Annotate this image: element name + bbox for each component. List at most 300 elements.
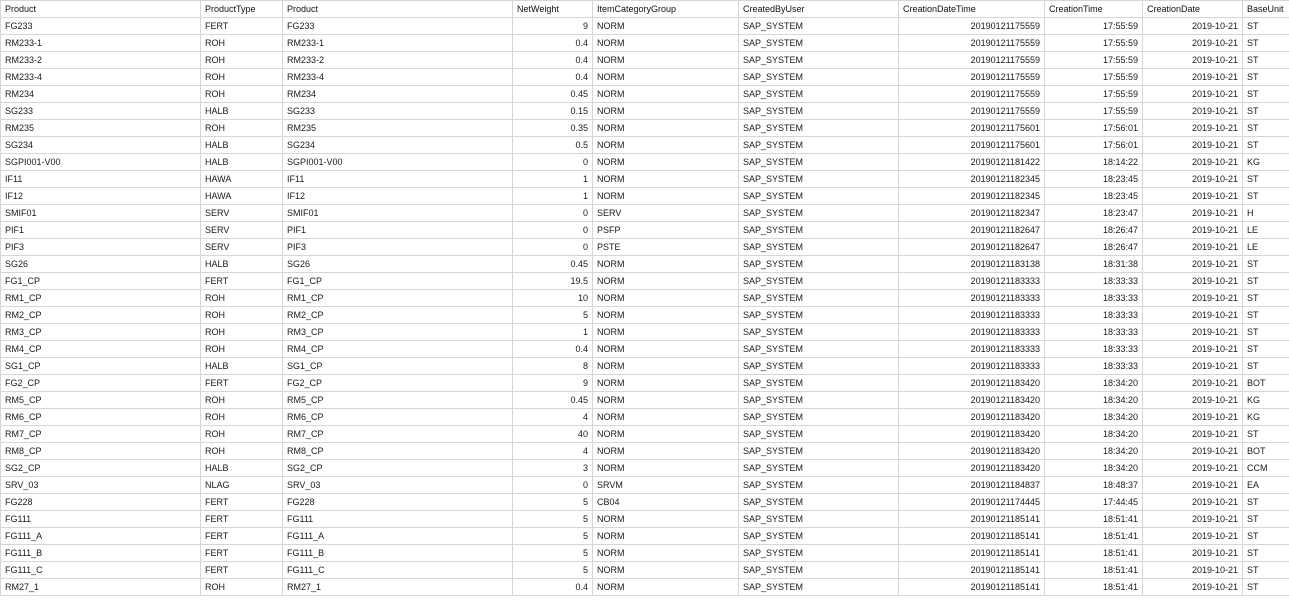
cell-creationdatetime: 20190121183333 <box>899 358 1045 375</box>
table-row[interactable] <box>1 52 1289 69</box>
cell-creationtime: 18:48:37 <box>1045 477 1143 494</box>
cell-creationdatetime: 20190121183420 <box>899 426 1045 443</box>
cell-netweight: 0 <box>513 222 593 239</box>
cell-creationtime: 17:55:59 <box>1045 103 1143 120</box>
column-header-creationdate[interactable]: CreationDate <box>1143 1 1243 18</box>
column-header-createdbyuser[interactable]: CreatedByUser <box>739 1 899 18</box>
cell-baseunit: ST <box>1243 562 1289 579</box>
cell-producttype: HAWA <box>201 188 283 205</box>
cell-itemcategorygroup: NORM <box>593 103 739 120</box>
cell-product2: RM6_CP <box>283 409 513 426</box>
cell-netweight: 1 <box>513 324 593 341</box>
cell-netweight: 0 <box>513 239 593 256</box>
cell-product: SGPI001-V00 <box>1 154 201 171</box>
cell-netweight: 0.5 <box>513 137 593 154</box>
cell-createdbyuser: SAP_SYSTEM <box>739 205 899 222</box>
cell-producttype: ROH <box>201 409 283 426</box>
column-header-netweight[interactable]: NetWeight <box>513 1 593 18</box>
cell-product: FG233 <box>1 18 201 35</box>
cell-createdbyuser: SAP_SYSTEM <box>739 443 899 460</box>
table-row[interactable] <box>1 460 1289 477</box>
table-row[interactable] <box>1 545 1289 562</box>
cell-baseunit: ST <box>1243 426 1289 443</box>
cell-product2: FG111_C <box>283 562 513 579</box>
cell-creationtime: 18:51:41 <box>1045 511 1143 528</box>
cell-producttype: FERT <box>201 375 283 392</box>
cell-product2: RM5_CP <box>283 392 513 409</box>
cell-creationdate: 2019-10-21 <box>1143 120 1243 137</box>
cell-creationdatetime: 20190121182345 <box>899 171 1045 188</box>
cell-creationdatetime: 20190121183420 <box>899 443 1045 460</box>
cell-product: PIF3 <box>1 239 201 256</box>
cell-creationdate: 2019-10-21 <box>1143 222 1243 239</box>
cell-product: RM233-2 <box>1 52 201 69</box>
cell-product: FG1_CP <box>1 273 201 290</box>
cell-creationdatetime: 20190121185141 <box>899 545 1045 562</box>
cell-creationtime: 17:56:01 <box>1045 120 1143 137</box>
cell-createdbyuser: SAP_SYSTEM <box>739 120 899 137</box>
cell-producttype: FERT <box>201 511 283 528</box>
cell-product2: FG111_B <box>283 545 513 562</box>
cell-product2: RM233-2 <box>283 52 513 69</box>
cell-itemcategorygroup: NORM <box>593 137 739 154</box>
cell-product2: RM233-4 <box>283 69 513 86</box>
cell-creationtime: 18:51:41 <box>1045 579 1143 596</box>
cell-itemcategorygroup: NORM <box>593 171 739 188</box>
table-row[interactable] <box>1 239 1289 256</box>
cell-creationdate: 2019-10-21 <box>1143 205 1243 222</box>
table-row[interactable] <box>1 18 1289 35</box>
cell-itemcategorygroup: NORM <box>593 358 739 375</box>
cell-creationdate: 2019-10-21 <box>1143 562 1243 579</box>
cell-itemcategorygroup: SRVM <box>593 477 739 494</box>
cell-creationdatetime: 20190121185141 <box>899 579 1045 596</box>
cell-baseunit: KG <box>1243 154 1289 171</box>
cell-creationdatetime: 20190121182647 <box>899 239 1045 256</box>
cell-netweight: 5 <box>513 307 593 324</box>
cell-itemcategorygroup: PSTE <box>593 239 739 256</box>
table-row[interactable] <box>1 188 1289 205</box>
cell-creationdate: 2019-10-21 <box>1143 426 1243 443</box>
cell-product2: PIF1 <box>283 222 513 239</box>
cell-netweight: 5 <box>513 562 593 579</box>
cell-creationdatetime: 20190121183138 <box>899 256 1045 273</box>
cell-createdbyuser: SAP_SYSTEM <box>739 579 899 596</box>
cell-itemcategorygroup: NORM <box>593 256 739 273</box>
cell-creationtime: 18:51:41 <box>1045 562 1143 579</box>
cell-creationdatetime: 20190121183420 <box>899 409 1045 426</box>
cell-netweight: 9 <box>513 375 593 392</box>
cell-product: RM2_CP <box>1 307 201 324</box>
cell-createdbyuser: SAP_SYSTEM <box>739 494 899 511</box>
cell-createdbyuser: SAP_SYSTEM <box>739 154 899 171</box>
column-header-itemcategorygroup[interactable]: ItemCategoryGroup <box>593 1 739 18</box>
cell-createdbyuser: SAP_SYSTEM <box>739 511 899 528</box>
cell-product: IF11 <box>1 171 201 188</box>
cell-itemcategorygroup: NORM <box>593 341 739 358</box>
table-row[interactable] <box>1 222 1289 239</box>
cell-baseunit: LE <box>1243 222 1289 239</box>
cell-itemcategorygroup: NORM <box>593 18 739 35</box>
cell-creationtime: 17:44:45 <box>1045 494 1143 511</box>
cell-netweight: 5 <box>513 511 593 528</box>
cell-baseunit: BOT <box>1243 375 1289 392</box>
column-header-product[interactable]: Product <box>1 1 201 18</box>
cell-createdbyuser: SAP_SYSTEM <box>739 222 899 239</box>
cell-producttype: ROH <box>201 324 283 341</box>
cell-product2: SRV_03 <box>283 477 513 494</box>
cell-creationtime: 18:33:33 <box>1045 273 1143 290</box>
cell-creationtime: 18:26:47 <box>1045 239 1143 256</box>
cell-netweight: 4 <box>513 443 593 460</box>
cell-product2: RM235 <box>283 120 513 137</box>
cell-creationdatetime: 20190121184837 <box>899 477 1045 494</box>
column-header-producttype[interactable]: ProductType <box>201 1 283 18</box>
cell-creationtime: 18:23:47 <box>1045 205 1143 222</box>
cell-creationtime: 17:55:59 <box>1045 35 1143 52</box>
cell-netweight: 0.4 <box>513 35 593 52</box>
cell-product: PIF1 <box>1 222 201 239</box>
cell-product2: RM8_CP <box>283 443 513 460</box>
cell-itemcategorygroup: NORM <box>593 443 739 460</box>
table-row[interactable] <box>1 494 1289 511</box>
cell-createdbyuser: SAP_SYSTEM <box>739 409 899 426</box>
cell-itemcategorygroup: NORM <box>593 579 739 596</box>
cell-product: SG26 <box>1 256 201 273</box>
cell-netweight: 0.4 <box>513 579 593 596</box>
cell-creationdate: 2019-10-21 <box>1143 171 1243 188</box>
table-row[interactable] <box>1 562 1289 579</box>
table-row[interactable] <box>1 324 1289 341</box>
table-row[interactable] <box>1 392 1289 409</box>
cell-creationtime: 18:33:33 <box>1045 358 1143 375</box>
cell-product: RM233-1 <box>1 35 201 52</box>
column-header-baseunit[interactable]: BaseUnit <box>1243 1 1289 18</box>
column-header-product2[interactable]: Product <box>283 1 513 18</box>
cell-netweight: 0.4 <box>513 69 593 86</box>
table-row[interactable] <box>1 375 1289 392</box>
cell-producttype: SERV <box>201 205 283 222</box>
cell-itemcategorygroup: NORM <box>593 35 739 52</box>
cell-baseunit: ST <box>1243 528 1289 545</box>
cell-netweight: 19.5 <box>513 273 593 290</box>
cell-producttype: HALB <box>201 103 283 120</box>
cell-creationtime: 18:34:20 <box>1045 392 1143 409</box>
cell-baseunit: ST <box>1243 358 1289 375</box>
cell-creationdatetime: 20190121175559 <box>899 52 1045 69</box>
cell-baseunit: ST <box>1243 545 1289 562</box>
cell-creationdatetime: 20190121183333 <box>899 273 1045 290</box>
table-body <box>1 18 1289 596</box>
cell-producttype: ROH <box>201 52 283 69</box>
cell-creationtime: 18:34:20 <box>1045 426 1143 443</box>
cell-createdbyuser: SAP_SYSTEM <box>739 35 899 52</box>
column-header-creationtime[interactable]: CreationTime <box>1045 1 1143 18</box>
table-row[interactable] <box>1 273 1289 290</box>
cell-product2: RM7_CP <box>283 426 513 443</box>
cell-product2: IF11 <box>283 171 513 188</box>
cell-creationdatetime: 20190121175559 <box>899 86 1045 103</box>
cell-baseunit: BOT <box>1243 443 1289 460</box>
cell-creationdatetime: 20190121185141 <box>899 511 1045 528</box>
cell-creationdatetime: 20190121175559 <box>899 18 1045 35</box>
cell-creationtime: 17:55:59 <box>1045 18 1143 35</box>
cell-netweight: 40 <box>513 426 593 443</box>
cell-baseunit: ST <box>1243 307 1289 324</box>
cell-creationdate: 2019-10-21 <box>1143 239 1243 256</box>
table-row[interactable] <box>1 69 1289 86</box>
cell-product2: RM27_1 <box>283 579 513 596</box>
cell-product2: SG234 <box>283 137 513 154</box>
cell-createdbyuser: SAP_SYSTEM <box>739 460 899 477</box>
cell-netweight: 0.35 <box>513 120 593 137</box>
cell-creationdate: 2019-10-21 <box>1143 341 1243 358</box>
cell-creationdate: 2019-10-21 <box>1143 579 1243 596</box>
cell-baseunit: KG <box>1243 392 1289 409</box>
cell-creationdate: 2019-10-21 <box>1143 477 1243 494</box>
cell-product: SG2_CP <box>1 460 201 477</box>
cell-product: RM27_1 <box>1 579 201 596</box>
cell-product: SMIF01 <box>1 205 201 222</box>
cell-creationdate: 2019-10-21 <box>1143 358 1243 375</box>
cell-baseunit: ST <box>1243 120 1289 137</box>
cell-netweight: 4 <box>513 409 593 426</box>
cell-producttype: HAWA <box>201 171 283 188</box>
cell-product2: SG1_CP <box>283 358 513 375</box>
cell-createdbyuser: SAP_SYSTEM <box>739 103 899 120</box>
cell-creationdate: 2019-10-21 <box>1143 86 1243 103</box>
cell-producttype: HALB <box>201 154 283 171</box>
table-row[interactable] <box>1 477 1289 494</box>
cell-itemcategorygroup: NORM <box>593 545 739 562</box>
cell-netweight: 0 <box>513 477 593 494</box>
cell-product: FG111_B <box>1 545 201 562</box>
cell-createdbyuser: SAP_SYSTEM <box>739 392 899 409</box>
cell-creationdate: 2019-10-21 <box>1143 307 1243 324</box>
cell-creationtime: 18:26:47 <box>1045 222 1143 239</box>
cell-creationdatetime: 20190121183333 <box>899 324 1045 341</box>
table-row[interactable] <box>1 290 1289 307</box>
cell-createdbyuser: SAP_SYSTEM <box>739 307 899 324</box>
cell-creationdatetime: 20190121181422 <box>899 154 1045 171</box>
cell-creationdatetime: 20190121183420 <box>899 392 1045 409</box>
table-row[interactable] <box>1 358 1289 375</box>
cell-producttype: HALB <box>201 137 283 154</box>
cell-netweight: 1 <box>513 188 593 205</box>
cell-creationdatetime: 20190121185141 <box>899 528 1045 545</box>
cell-product2: SG26 <box>283 256 513 273</box>
cell-creationtime: 18:51:41 <box>1045 545 1143 562</box>
cell-createdbyuser: SAP_SYSTEM <box>739 69 899 86</box>
table-row[interactable] <box>1 171 1289 188</box>
table-row[interactable] <box>1 154 1289 171</box>
cell-product: RM1_CP <box>1 290 201 307</box>
cell-producttype: NLAG <box>201 477 283 494</box>
cell-product2: FG111_A <box>283 528 513 545</box>
cell-createdbyuser: SAP_SYSTEM <box>739 375 899 392</box>
cell-creationtime: 18:34:20 <box>1045 460 1143 477</box>
cell-creationdate: 2019-10-21 <box>1143 137 1243 154</box>
cell-netweight: 5 <box>513 545 593 562</box>
cell-creationtime: 18:31:38 <box>1045 256 1143 273</box>
cell-baseunit: ST <box>1243 256 1289 273</box>
cell-itemcategorygroup: NORM <box>593 375 739 392</box>
cell-product2: FG233 <box>283 18 513 35</box>
cell-createdbyuser: SAP_SYSTEM <box>739 562 899 579</box>
column-header-creationdatetime[interactable]: CreationDateTime <box>899 1 1045 18</box>
cell-netweight: 0 <box>513 154 593 171</box>
cell-producttype: ROH <box>201 579 283 596</box>
cell-creationdate: 2019-10-21 <box>1143 35 1243 52</box>
cell-baseunit: KG <box>1243 409 1289 426</box>
cell-producttype: ROH <box>201 120 283 137</box>
cell-product: IF12 <box>1 188 201 205</box>
cell-product: RM4_CP <box>1 341 201 358</box>
table-row[interactable] <box>1 256 1289 273</box>
table-row[interactable] <box>1 137 1289 154</box>
cell-creationdate: 2019-10-21 <box>1143 69 1243 86</box>
cell-producttype: FERT <box>201 494 283 511</box>
cell-itemcategorygroup: NORM <box>593 188 739 205</box>
cell-producttype: FERT <box>201 528 283 545</box>
cell-creationtime: 18:33:33 <box>1045 341 1143 358</box>
table-row[interactable] <box>1 341 1289 358</box>
cell-product2: RM1_CP <box>283 290 513 307</box>
cell-creationtime: 17:55:59 <box>1045 52 1143 69</box>
cell-creationdate: 2019-10-21 <box>1143 290 1243 307</box>
cell-createdbyuser: SAP_SYSTEM <box>739 528 899 545</box>
cell-product2: IF12 <box>283 188 513 205</box>
cell-product2: FG228 <box>283 494 513 511</box>
cell-producttype: ROH <box>201 307 283 324</box>
cell-product2: FG1_CP <box>283 273 513 290</box>
cell-producttype: ROH <box>201 392 283 409</box>
cell-creationdate: 2019-10-21 <box>1143 18 1243 35</box>
table-row[interactable] <box>1 528 1289 545</box>
cell-product: RM233-4 <box>1 69 201 86</box>
cell-product: RM6_CP <box>1 409 201 426</box>
cell-product2: RM2_CP <box>283 307 513 324</box>
cell-netweight: 3 <box>513 460 593 477</box>
cell-itemcategorygroup: NORM <box>593 511 739 528</box>
table-row[interactable] <box>1 443 1289 460</box>
cell-creationtime: 18:33:33 <box>1045 290 1143 307</box>
cell-creationdate: 2019-10-21 <box>1143 273 1243 290</box>
cell-creationdatetime: 20190121175601 <box>899 120 1045 137</box>
cell-product: RM3_CP <box>1 324 201 341</box>
cell-creationtime: 18:34:20 <box>1045 375 1143 392</box>
table-row[interactable] <box>1 409 1289 426</box>
cell-netweight: 0 <box>513 205 593 222</box>
cell-baseunit: EA <box>1243 477 1289 494</box>
cell-itemcategorygroup: CB04 <box>593 494 739 511</box>
cell-baseunit: ST <box>1243 18 1289 35</box>
table-row[interactable] <box>1 86 1289 103</box>
cell-netweight: 5 <box>513 528 593 545</box>
cell-creationtime: 18:23:45 <box>1045 188 1143 205</box>
table-row[interactable] <box>1 103 1289 120</box>
cell-createdbyuser: SAP_SYSTEM <box>739 137 899 154</box>
cell-product: SG234 <box>1 137 201 154</box>
cell-creationtime: 18:23:45 <box>1045 171 1143 188</box>
cell-baseunit: ST <box>1243 171 1289 188</box>
cell-createdbyuser: SAP_SYSTEM <box>739 18 899 35</box>
cell-createdbyuser: SAP_SYSTEM <box>739 324 899 341</box>
cell-creationtime: 17:55:59 <box>1045 86 1143 103</box>
cell-itemcategorygroup: NORM <box>593 562 739 579</box>
cell-creationtime: 18:34:20 <box>1045 443 1143 460</box>
cell-baseunit: ST <box>1243 494 1289 511</box>
cell-producttype: SERV <box>201 239 283 256</box>
cell-netweight: 8 <box>513 358 593 375</box>
cell-createdbyuser: SAP_SYSTEM <box>739 358 899 375</box>
cell-product: RM8_CP <box>1 443 201 460</box>
table-row[interactable] <box>1 511 1289 528</box>
table-row[interactable] <box>1 579 1289 596</box>
cell-producttype: HALB <box>201 256 283 273</box>
cell-producttype: ROH <box>201 69 283 86</box>
cell-creationdate: 2019-10-21 <box>1143 494 1243 511</box>
cell-creationdatetime: 20190121185141 <box>899 562 1045 579</box>
cell-creationdatetime: 20190121175559 <box>899 103 1045 120</box>
cell-netweight: 1 <box>513 171 593 188</box>
cell-creationdate: 2019-10-21 <box>1143 154 1243 171</box>
cell-product2: SG233 <box>283 103 513 120</box>
cell-createdbyuser: SAP_SYSTEM <box>739 52 899 69</box>
table-row[interactable] <box>1 35 1289 52</box>
cell-netweight: 0.45 <box>513 392 593 409</box>
cell-creationdate: 2019-10-21 <box>1143 375 1243 392</box>
table-row[interactable] <box>1 205 1289 222</box>
cell-creationdate: 2019-10-21 <box>1143 443 1243 460</box>
cell-creationtime: 18:34:20 <box>1045 409 1143 426</box>
cell-baseunit: LE <box>1243 239 1289 256</box>
cell-product2: SGPI001-V00 <box>283 154 513 171</box>
cell-producttype: ROH <box>201 443 283 460</box>
cell-product: RM7_CP <box>1 426 201 443</box>
cell-creationdatetime: 20190121182647 <box>899 222 1045 239</box>
cell-creationtime: 17:55:59 <box>1045 69 1143 86</box>
cell-creationtime: 18:51:41 <box>1045 528 1143 545</box>
cell-product2: RM233-1 <box>283 35 513 52</box>
cell-product: FG111_C <box>1 562 201 579</box>
cell-creationdate: 2019-10-21 <box>1143 392 1243 409</box>
cell-producttype: FERT <box>201 545 283 562</box>
cell-product: SG1_CP <box>1 358 201 375</box>
table-row[interactable] <box>1 307 1289 324</box>
cell-producttype: ROH <box>201 86 283 103</box>
cell-product: SG233 <box>1 103 201 120</box>
cell-baseunit: ST <box>1243 52 1289 69</box>
cell-creationdate: 2019-10-21 <box>1143 324 1243 341</box>
cell-product2: PIF3 <box>283 239 513 256</box>
cell-netweight: 0.45 <box>513 256 593 273</box>
cell-creationdatetime: 20190121183333 <box>899 341 1045 358</box>
cell-producttype: SERV <box>201 222 283 239</box>
table-row[interactable] <box>1 120 1289 137</box>
table-row[interactable] <box>1 426 1289 443</box>
cell-creationdate: 2019-10-21 <box>1143 188 1243 205</box>
cell-createdbyuser: SAP_SYSTEM <box>739 273 899 290</box>
cell-product2: FG2_CP <box>283 375 513 392</box>
cell-itemcategorygroup: PSFP <box>593 222 739 239</box>
cell-producttype: HALB <box>201 460 283 477</box>
cell-createdbyuser: SAP_SYSTEM <box>739 341 899 358</box>
cell-itemcategorygroup: NORM <box>593 290 739 307</box>
cell-producttype: ROH <box>201 35 283 52</box>
cell-netweight: 0.4 <box>513 52 593 69</box>
cell-itemcategorygroup: NORM <box>593 392 739 409</box>
